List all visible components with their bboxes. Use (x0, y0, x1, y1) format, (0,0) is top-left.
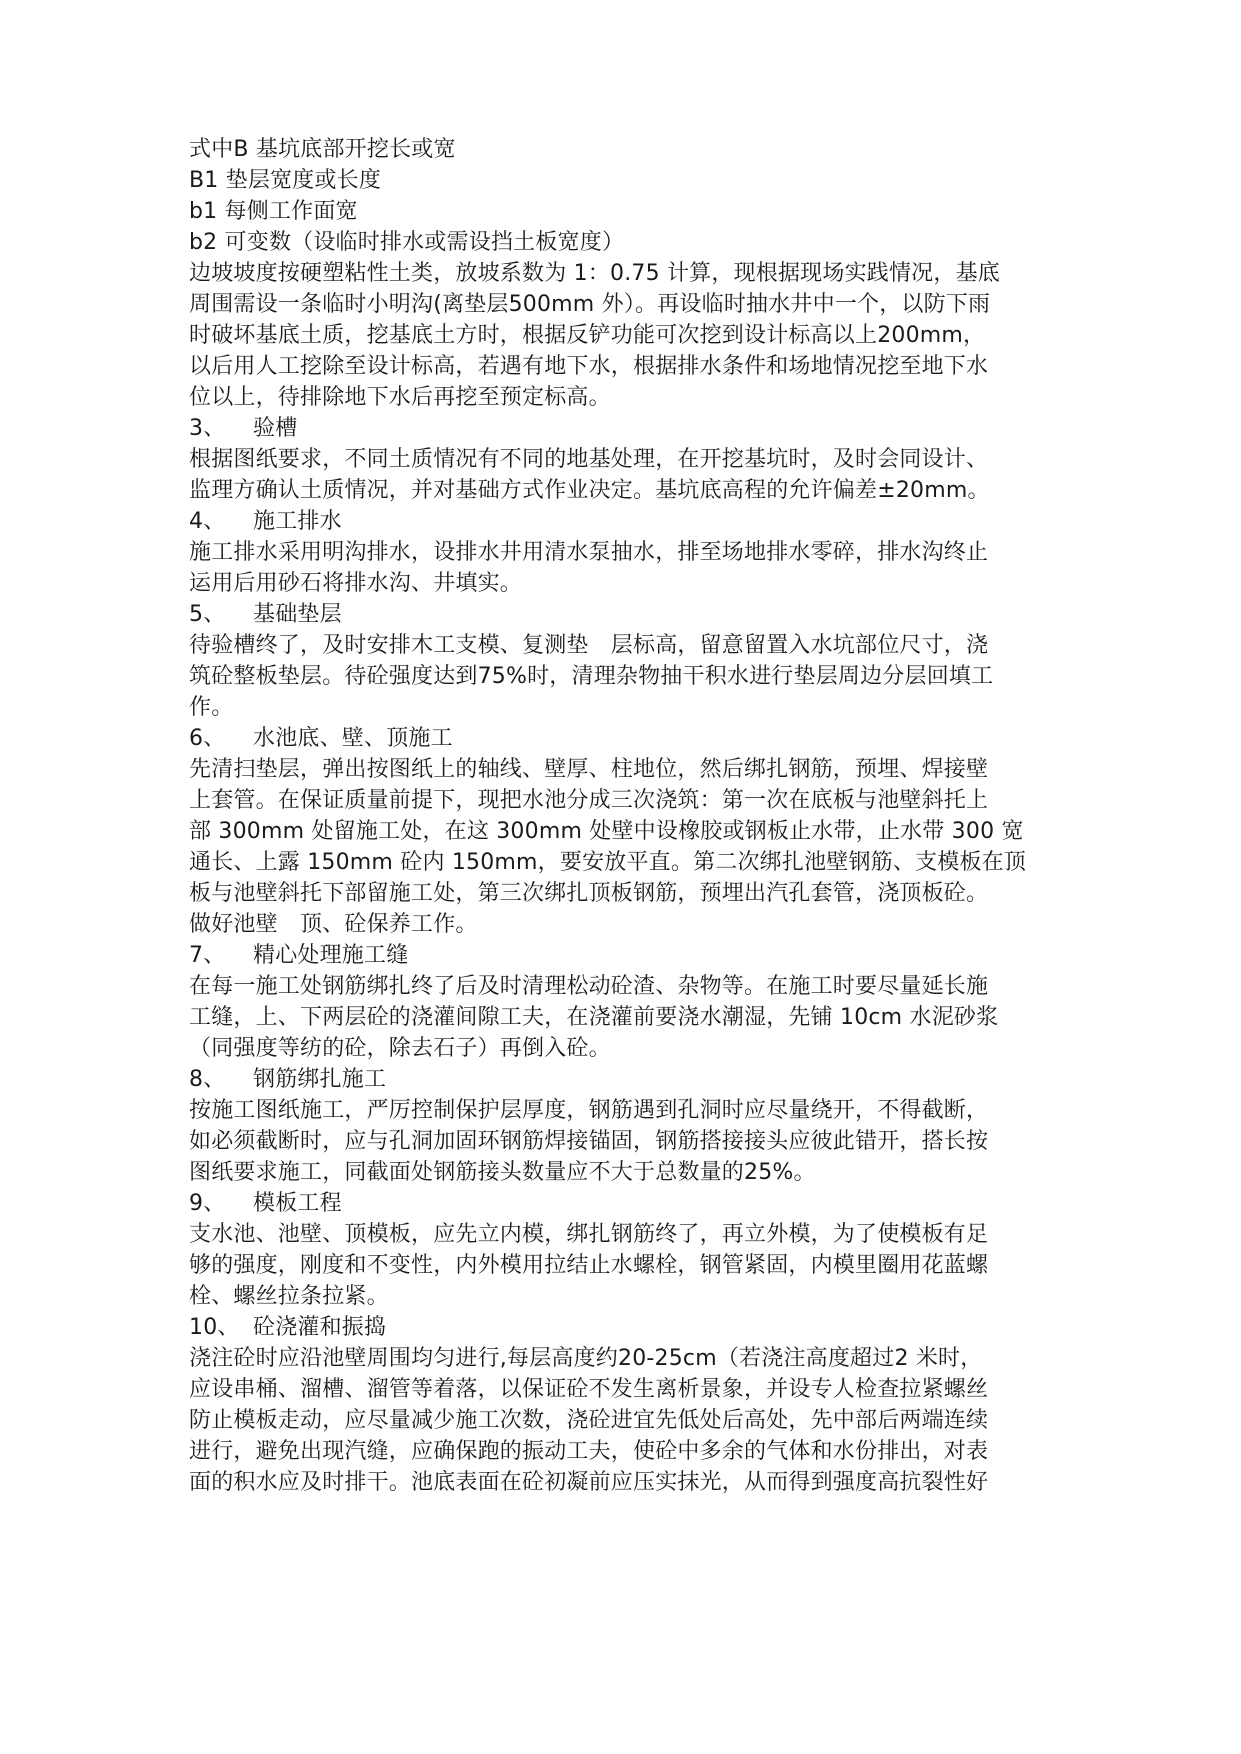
section-title: 模板工程 (253, 1191, 342, 1216)
text-line: 如必须截断时，应与孔洞加固环钢筋焊接锚固，钢筋搭接接头应彼此错开，搭长按 (189, 1129, 989, 1154)
text-line: 进行，避免出现汽缝，应确保跑的振动工夫，使砼中多余的气体和水份排出，对表 (189, 1439, 989, 1464)
text-line: 面的积水应及时排干。池底表面在砼初凝前应压实抹光，从而得到强度高抗裂性好 (189, 1470, 989, 1495)
section-number: 4、 (189, 509, 226, 534)
text-line: 支水池、池壁、顶模板，应先立内模，绑扎钢筋终了，再立外模，为了使模板有足 (189, 1222, 989, 1247)
text-line: 待验槽终了，及时安排木工支模、复测垫 层标高，留意留置入水坑部位尺寸，浇 (189, 633, 989, 658)
section-number: 7、 (189, 943, 226, 968)
text-line: 栓、螺丝拉条拉紧。 (189, 1284, 389, 1309)
text-line: 上套管。在保证质量前提下，现把水池分成三次浇筑：第一次在底板与池壁斜托上 (189, 788, 989, 813)
section-number: 9、 (189, 1191, 226, 1216)
text-line: 浇注砼时应沿池壁周围均匀进行,每层高度约20-25cm（若浇注高度超过2 米时， (189, 1346, 983, 1371)
text-line: 式中B 基坑底部开挖长或宽 (189, 137, 456, 162)
section-heading (189, 940, 408, 972)
text-line: 作。 (189, 695, 234, 720)
text-line: 按施工图纸施工，严厉控制保护层厚度，钢筋遇到孔洞时应尽量绕开，不得截断， (189, 1098, 989, 1123)
section-heading (189, 1064, 386, 1096)
section-heading (189, 506, 342, 538)
section-title: 施工排水 (253, 509, 342, 534)
text-line: （同强度等纺的砼，除去石子）再倒入砼。 (189, 1036, 611, 1061)
text-line: 运用后用砂石将排水沟、井填实。 (189, 571, 523, 596)
section-title: 钢筋绑扎施工 (253, 1067, 387, 1092)
text-line: 时破坏基底土质，挖基底土方时，根据反铲功能可次挖到设计标高以上200mm， (189, 323, 986, 348)
section-number: 8、 (189, 1067, 226, 1092)
text-line: 工缝，上、下两层砼的浇灌间隙工夫，在浇灌前要浇水潮湿，先铺 10cm 水泥砂浆 (189, 1005, 999, 1030)
section-heading (189, 599, 342, 631)
text-line: 应设串桶、溜槽、溜管等着落，以保证砼不发生离析景象，并设专人检查拉紧螺丝 (189, 1377, 989, 1402)
text-line: 筑砼整板垫层。待砼强度达到75%时，清理杂物抽干积水进行垫层周边分层回填工 (189, 664, 994, 689)
text-line: 图纸要求施工，同截面处钢筋接头数量应不大于总数量的25%。 (189, 1160, 816, 1185)
text-line: 够的强度，刚度和不变性，内外模用拉结止水螺栓，钢管紧固，内模里圈用花蓝螺 (189, 1253, 989, 1278)
text-line: 防止模板走动，应尽量减少施工次数，浇砼进宜先低处后高处，先中部后两端连续 (189, 1408, 989, 1433)
text-line: 周围需设一条临时小明沟(离垫层500mm 外）。再设临时抽水井中一个，以防下雨 (189, 292, 991, 317)
text-line: b2 可变数（设临时排水或需设挡土板宽度） (189, 230, 625, 255)
text-line: 先清扫垫层，弹出按图纸上的轴线、壁厚、柱地位，然后绑扎钢筋，预埋、焊接壁 (189, 757, 989, 782)
section-title: 精心处理施工缝 (253, 943, 409, 968)
section-title: 砼浇灌和振捣 (253, 1315, 387, 1340)
section-number: 3、 (189, 416, 226, 441)
section-title: 水池底、壁、顶施工 (253, 726, 453, 751)
text-line: 做好池壁 顶、砼保养工作。 (189, 912, 478, 937)
text-line: b1 每侧工作面宽 (189, 199, 358, 224)
section-number: 5、 (189, 602, 226, 627)
text-line: 根据图纸要求，不同土质情况有不同的地基处理，在开挖基坑时，及时会同设计、 (189, 447, 989, 472)
text-line: 板与池壁斜托下部留施工处，第三次绑扎顶板钢筋，预埋出汽孔套管，浇顶板砼。 (189, 881, 989, 906)
text-line: 部 300mm 处留施工处，在这 300mm 处壁中设橡胶或钢板止水带，止水带 300 宽 (189, 819, 1024, 844)
section-number: 10、 (189, 1315, 240, 1340)
section-heading (189, 1312, 386, 1344)
text-line: 在每一施工处钢筋绑扎终了后及时清理松动砼渣、杂物等。在施工时要尽量延长施 (189, 974, 989, 999)
section-heading (189, 1188, 342, 1220)
text-line: 边坡坡度按硬塑粘性土类，放坡系数为 1：0.75 计算，现根据现场实践情况，基底 (189, 261, 1000, 286)
section-title: 验槽 (253, 416, 298, 441)
text-line: 以后用人工挖除至设计标高，若遇有地下水，根据排水条件和场地情况挖至地下水 (189, 354, 989, 379)
text-line: 监理方确认土质情况，并对基础方式作业决定。基坑底高程的允许偏差±20mm。 (189, 478, 990, 503)
section-heading (189, 413, 297, 445)
section-heading (189, 723, 453, 755)
text-line: 通长、上露 150mm 砼内 150mm，要安放平直。第二次绑扎池壁钢筋、支模板在顶 (189, 850, 1027, 875)
text-line: 位以上，待排除地下水后再挖至预定标高。 (189, 385, 611, 410)
text-line: 施工排水采用明沟排水，设排水井用清水泵抽水，排至场地排水零碎，排水沟终止 (189, 540, 989, 565)
text-line: B1 垫层宽度或长度 (189, 168, 382, 193)
section-number: 6、 (189, 726, 226, 751)
section-title: 基础垫层 (253, 602, 342, 627)
